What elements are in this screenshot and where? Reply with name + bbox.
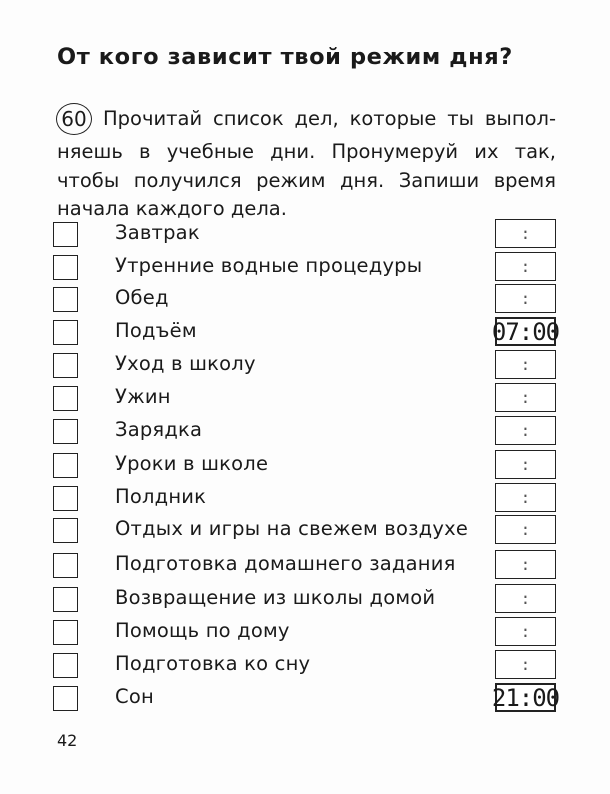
activity-label: Подготовка домашнего задания (115, 552, 456, 575)
list-item (53, 350, 558, 380)
number-checkbox[interactable] (53, 320, 78, 345)
number-checkbox[interactable] (53, 518, 78, 543)
activity-label: Зарядка (115, 418, 203, 441)
number-checkbox[interactable] (53, 453, 78, 478)
time-input[interactable]: : (495, 252, 556, 281)
list-item (53, 550, 558, 580)
activity-label: Возвращение из школы домой (115, 586, 436, 609)
time-input[interactable]: : (495, 383, 556, 412)
time-input[interactable]: 21:00 (491, 683, 560, 712)
number-checkbox[interactable] (53, 419, 78, 444)
activity-label: Сон (115, 685, 154, 708)
number-checkbox[interactable] (53, 386, 78, 411)
list-item (53, 416, 558, 446)
activity-label: Отдых и игры на свежем воздухе (115, 517, 469, 540)
activity-label: Полдник (115, 485, 207, 508)
number-checkbox[interactable] (53, 587, 78, 612)
list-item (53, 450, 558, 480)
time-input[interactable]: : (495, 416, 556, 445)
time-input[interactable]: : (495, 650, 556, 679)
number-checkbox[interactable] (53, 486, 78, 511)
number-checkbox[interactable] (53, 620, 78, 645)
activity-label: Завтрак (115, 221, 200, 244)
page-number: 42 (57, 731, 78, 750)
number-checkbox[interactable] (53, 653, 78, 678)
activity-label: Подготовка ко сну (115, 652, 311, 675)
number-checkbox[interactable] (53, 287, 78, 312)
list-item (53, 515, 558, 545)
number-checkbox[interactable] (53, 353, 78, 378)
task-line: Прочитай список дел, которые ты выпол- (103, 107, 556, 130)
time-input[interactable]: : (495, 219, 556, 248)
list-item (53, 584, 558, 614)
number-checkbox[interactable] (53, 686, 78, 711)
time-input[interactable]: : (495, 515, 556, 544)
activity-label: Уроки в школе (115, 452, 269, 475)
activity-label: Утренние водные процедуры (115, 254, 423, 277)
number-checkbox[interactable] (53, 255, 78, 280)
page-title: От кого зависит твой режим дня? (57, 44, 513, 70)
time-input[interactable]: : (495, 617, 556, 646)
list-item (53, 383, 558, 413)
task-line: начала каждого дела. (57, 197, 287, 220)
task-line: чтобы получился режим дня. Запиши время (57, 169, 556, 192)
list-item (53, 317, 558, 347)
time-input[interactable]: : (495, 450, 556, 479)
activity-label: Уход в школу (115, 352, 256, 375)
time-input[interactable]: : (495, 550, 556, 579)
list-item (53, 252, 558, 282)
list-item (53, 483, 558, 513)
list-item (53, 219, 558, 249)
time-input[interactable]: : (495, 483, 556, 512)
time-input[interactable]: : (495, 584, 556, 613)
time-input[interactable]: : (495, 350, 556, 379)
activity-label: Подъём (115, 319, 197, 342)
time-input[interactable]: : (495, 284, 556, 313)
task-number-badge: 60 (56, 103, 92, 135)
list-item (53, 683, 558, 713)
activity-label: Ужин (115, 385, 171, 408)
list-item (53, 650, 558, 680)
number-checkbox[interactable] (53, 222, 78, 247)
activity-label: Помощь по дому (115, 619, 290, 642)
time-input[interactable]: 07:00 (491, 317, 560, 346)
task-line: няешь в учебные дни. Пронумеруй их так, (57, 140, 556, 163)
list-item (53, 617, 558, 647)
list-item (53, 284, 558, 314)
number-checkbox[interactable] (53, 553, 78, 578)
activity-label: Обед (115, 286, 169, 309)
